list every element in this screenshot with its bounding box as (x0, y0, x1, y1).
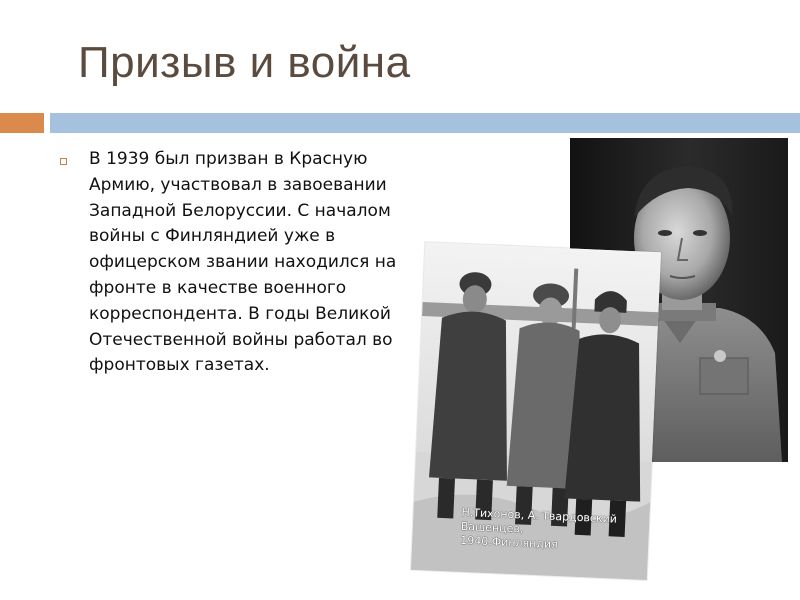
accent-bar-orange (0, 113, 44, 133)
accent-bar-blue (50, 113, 800, 133)
group-photo-caption: Н.Тихонов, А. Твардовский Вашенцев, 1940.Финляндия (460, 505, 618, 552)
group-photo (411, 242, 661, 580)
slide-title: Призыв и война (78, 38, 411, 87)
bullet-square-icon (60, 158, 67, 165)
bullet-text: В 1939 был призван в Красную Армию, участвовал в завоевании Западной Белоруссии. С началом войны с Финляндией уже в офицерском звании находился на фронте в качестве военного корреспондента. В годы Великой Отечественной войны работал во фронтовых газетах. (89, 149, 397, 376)
